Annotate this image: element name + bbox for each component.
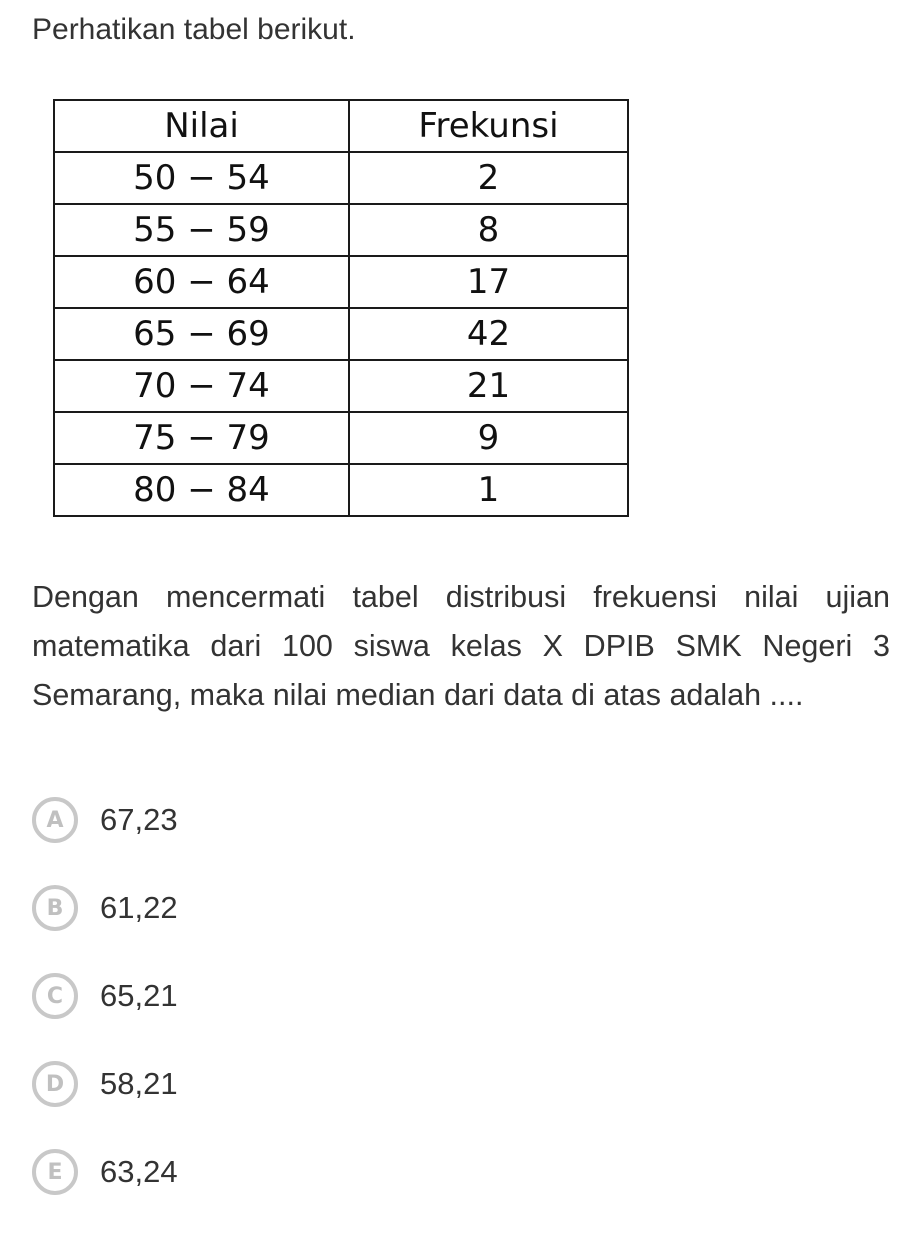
cell-frekuensi: 17 <box>349 256 628 308</box>
cell-nilai: 75 − 79 <box>54 412 349 464</box>
option-text[interactable]: 61,22 <box>100 890 178 925</box>
option-text[interactable]: 67,23 <box>100 802 178 837</box>
option-text[interactable]: 63,24 <box>100 1154 178 1189</box>
option-e[interactable] <box>32 1148 178 1196</box>
table-row <box>54 204 628 256</box>
cell-nilai: 55 − 59 <box>54 204 349 256</box>
option-letter-badge[interactable]: B <box>32 885 78 931</box>
option-text[interactable]: 58,21 <box>100 1066 178 1101</box>
cell-frekuensi: 42 <box>349 308 628 360</box>
table-row <box>54 152 628 204</box>
option-letter-badge[interactable]: A <box>32 797 78 843</box>
table-row <box>54 412 628 464</box>
cell-nilai: 80 − 84 <box>54 464 349 516</box>
cell-nilai: 65 − 69 <box>54 308 349 360</box>
frequency-table <box>53 99 629 517</box>
cell-frekuensi: 9 <box>349 412 628 464</box>
question-line: matematika dari 100 siswa kelas X DPIB SMK Negeri 3 <box>32 629 890 663</box>
cell-nilai: 60 − 64 <box>54 256 349 308</box>
cell-frekuensi: 21 <box>349 360 628 412</box>
option-letter-badge[interactable]: D <box>32 1061 78 1107</box>
cell-frekuensi: 1 <box>349 464 628 516</box>
instruction-text: Perhatikan tabel berikut. <box>32 13 356 46</box>
table-header-row <box>54 100 628 152</box>
cell-nilai: 50 − 54 <box>54 152 349 204</box>
question-line: Dengan mencermati tabel distribusi frekuensi nilai ujian <box>32 580 890 614</box>
table-row <box>54 464 628 516</box>
question-line: Semarang, maka nilai median dari data di atas adalah .... <box>32 678 804 712</box>
option-a[interactable] <box>32 796 178 844</box>
cell-nilai: 70 − 74 <box>54 360 349 412</box>
table-row <box>54 308 628 360</box>
option-letter-badge[interactable]: C <box>32 973 78 1019</box>
option-d[interactable] <box>32 1060 178 1108</box>
answer-options <box>32 796 178 1236</box>
header-nilai: Nilai <box>54 100 349 152</box>
option-letter-badge[interactable]: E <box>32 1149 78 1195</box>
table-row <box>54 360 628 412</box>
cell-frekuensi: 2 <box>349 152 628 204</box>
cell-frekuensi: 8 <box>349 204 628 256</box>
question-text <box>32 573 890 720</box>
frequency-table-container <box>53 99 627 517</box>
header-frekuensi: Frekunsi <box>349 100 628 152</box>
option-text[interactable]: 65,21 <box>100 978 178 1013</box>
option-c[interactable] <box>32 972 178 1020</box>
option-b[interactable] <box>32 884 178 932</box>
table-row <box>54 256 628 308</box>
